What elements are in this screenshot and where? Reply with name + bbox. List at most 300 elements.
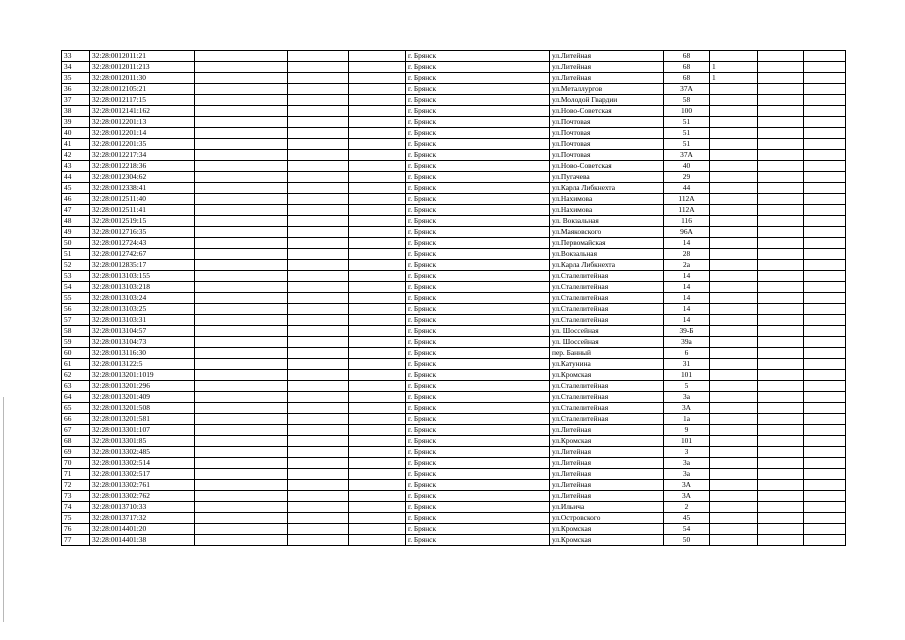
table-row — [62, 348, 846, 359]
city-cell: г. Брянск — [406, 436, 550, 447]
street-cell: ул.Карла Либкнехта — [550, 183, 664, 194]
house-number-cell: 6 — [664, 348, 710, 359]
city-cell: г. Брянск — [406, 62, 550, 73]
street-cell: ул. Вокзальная — [550, 216, 664, 227]
street-cell: ул.Первомайская — [550, 238, 664, 249]
empty-cell — [758, 106, 804, 117]
empty-cell — [349, 128, 406, 139]
empty-cell — [288, 480, 349, 491]
empty-cell — [349, 469, 406, 480]
empty-cell — [288, 128, 349, 139]
empty-cell — [288, 238, 349, 249]
table-row — [62, 469, 846, 480]
empty-cell — [804, 249, 846, 260]
empty-cell — [349, 271, 406, 282]
row-number-cell: 54 — [62, 282, 90, 293]
empty-cell — [804, 183, 846, 194]
cadastral-number-cell: 32:28:0013116:30 — [90, 348, 195, 359]
empty-cell — [195, 425, 288, 436]
empty-cell — [758, 293, 804, 304]
table-row — [62, 535, 846, 546]
street-cell: ул.Почтовая — [550, 150, 664, 161]
row-number-cell: 48 — [62, 216, 90, 227]
extra-cell — [710, 150, 758, 161]
row-number-cell: 71 — [62, 469, 90, 480]
empty-cell — [349, 194, 406, 205]
empty-cell — [288, 227, 349, 238]
empty-cell — [804, 304, 846, 315]
row-number-cell: 44 — [62, 172, 90, 183]
house-number-cell: 3а — [664, 392, 710, 403]
house-number-cell: 3а — [664, 458, 710, 469]
cadastral-number-cell: 32:28:0013103:31 — [90, 315, 195, 326]
cadastral-number-cell: 32:28:0013710:33 — [90, 502, 195, 513]
cadastral-number-cell: 32:28:0013103:24 — [90, 293, 195, 304]
street-cell: ул.Сталелитейная — [550, 293, 664, 304]
empty-cell — [349, 326, 406, 337]
empty-cell — [349, 535, 406, 546]
row-number-cell: 67 — [62, 425, 90, 436]
empty-cell — [195, 502, 288, 513]
empty-cell — [349, 491, 406, 502]
house-number-cell: 3А — [664, 480, 710, 491]
empty-cell — [349, 172, 406, 183]
street-cell: ул.Литейная — [550, 480, 664, 491]
empty-cell — [758, 480, 804, 491]
cadastral-number-cell: 32:28:0012511:40 — [90, 194, 195, 205]
table-row — [62, 172, 846, 183]
street-cell: ул.Кромская — [550, 535, 664, 546]
empty-cell — [804, 172, 846, 183]
street-cell: ул.Катунина — [550, 359, 664, 370]
row-number-cell: 64 — [62, 392, 90, 403]
cadastral-number-cell: 32:28:0012217:34 — [90, 150, 195, 161]
house-number-cell: 51 — [664, 128, 710, 139]
empty-cell — [758, 128, 804, 139]
empty-cell — [349, 51, 406, 62]
empty-cell — [288, 436, 349, 447]
house-number-cell: 112А — [664, 194, 710, 205]
cadastral-number-cell: 32:28:0012201:14 — [90, 128, 195, 139]
row-number-cell: 53 — [62, 271, 90, 282]
table-row — [62, 458, 846, 469]
cadastral-number-cell: 32:28:0012218:36 — [90, 161, 195, 172]
table-row — [62, 403, 846, 414]
empty-cell — [288, 491, 349, 502]
extra-cell — [710, 304, 758, 315]
registry-rows — [62, 51, 846, 546]
table-row — [62, 513, 846, 524]
empty-cell — [288, 348, 349, 359]
cadastral-number-cell: 32:28:0013302:517 — [90, 469, 195, 480]
city-cell: г. Брянск — [406, 183, 550, 194]
city-cell: г. Брянск — [406, 513, 550, 524]
table-row — [62, 425, 846, 436]
empty-cell — [758, 513, 804, 524]
row-number-cell: 69 — [62, 447, 90, 458]
city-cell: г. Брянск — [406, 491, 550, 502]
extra-cell — [710, 183, 758, 194]
empty-cell — [758, 337, 804, 348]
extra-cell — [710, 315, 758, 326]
cadastral-number-cell: 32:28:0013201:508 — [90, 403, 195, 414]
empty-cell — [758, 326, 804, 337]
cadastral-number-cell: 32:28:0013302:761 — [90, 480, 195, 491]
empty-cell — [349, 161, 406, 172]
city-cell: г. Брянск — [406, 73, 550, 84]
house-number-cell: 9 — [664, 425, 710, 436]
street-cell: ул.Кромская — [550, 436, 664, 447]
table-row — [62, 73, 846, 84]
city-cell: г. Брянск — [406, 326, 550, 337]
table-row — [62, 161, 846, 172]
empty-cell — [288, 326, 349, 337]
empty-cell — [758, 216, 804, 227]
extra-cell — [710, 194, 758, 205]
empty-cell — [195, 95, 288, 106]
empty-cell — [288, 293, 349, 304]
cadastral-number-cell: 32:28:0013201:1019 — [90, 370, 195, 381]
cadastral-number-cell: 32:28:0012117:15 — [90, 95, 195, 106]
empty-cell — [804, 161, 846, 172]
empty-cell — [288, 84, 349, 95]
table-row — [62, 260, 846, 271]
row-number-cell: 77 — [62, 535, 90, 546]
table-row — [62, 95, 846, 106]
empty-cell — [349, 249, 406, 260]
cadastral-number-cell: 32:28:0013103:155 — [90, 271, 195, 282]
empty-cell — [288, 95, 349, 106]
empty-cell — [195, 370, 288, 381]
empty-cell — [288, 458, 349, 469]
empty-cell — [804, 447, 846, 458]
city-cell: г. Брянск — [406, 337, 550, 348]
street-cell: ул.Почтовая — [550, 128, 664, 139]
empty-cell — [804, 414, 846, 425]
empty-cell — [758, 117, 804, 128]
empty-cell — [758, 238, 804, 249]
empty-cell — [758, 62, 804, 73]
empty-cell — [349, 337, 406, 348]
street-cell: ул.Ильича — [550, 502, 664, 513]
cadastral-number-cell: 32:28:0012304:62 — [90, 172, 195, 183]
cadastral-number-cell: 32:28:0012141:162 — [90, 106, 195, 117]
street-cell: ул.Карла Либкнехта — [550, 260, 664, 271]
cadastral-number-cell: 32:28:0013717:32 — [90, 513, 195, 524]
city-cell: г. Брянск — [406, 95, 550, 106]
row-number-cell: 33 — [62, 51, 90, 62]
empty-cell — [195, 359, 288, 370]
house-number-cell: 51 — [664, 117, 710, 128]
table-row — [62, 139, 846, 150]
empty-cell — [804, 480, 846, 491]
table-row — [62, 271, 846, 282]
empty-cell — [349, 392, 406, 403]
row-number-cell: 41 — [62, 139, 90, 150]
row-number-cell: 42 — [62, 150, 90, 161]
empty-cell — [195, 73, 288, 84]
empty-cell — [349, 315, 406, 326]
empty-cell — [804, 51, 846, 62]
cadastral-number-cell: 32:28:0012105:21 — [90, 84, 195, 95]
table-row — [62, 502, 846, 513]
house-number-cell: 44 — [664, 183, 710, 194]
city-cell: г. Брянск — [406, 447, 550, 458]
empty-cell — [288, 194, 349, 205]
city-cell: г. Брянск — [406, 469, 550, 480]
city-cell: г. Брянск — [406, 128, 550, 139]
extra-cell — [710, 403, 758, 414]
cadastral-number-cell: 32:28:0013302:485 — [90, 447, 195, 458]
house-number-cell: 2а — [664, 260, 710, 271]
house-number-cell: 5 — [664, 381, 710, 392]
row-number-cell: 46 — [62, 194, 90, 205]
extra-cell: 1 — [710, 73, 758, 84]
extra-cell — [710, 381, 758, 392]
empty-cell — [195, 106, 288, 117]
street-cell: ул.Почтовая — [550, 117, 664, 128]
table-row — [62, 117, 846, 128]
house-number-cell: 39а — [664, 337, 710, 348]
table-row — [62, 392, 846, 403]
city-cell: г. Брянск — [406, 205, 550, 216]
cadastral-number-cell: 32:28:0012011:213 — [90, 62, 195, 73]
cadastral-number-cell: 32:28:0012511:41 — [90, 205, 195, 216]
street-cell: ул.Нахимова — [550, 205, 664, 216]
house-number-cell: 116 — [664, 216, 710, 227]
empty-cell — [758, 183, 804, 194]
empty-cell — [349, 84, 406, 95]
street-cell: ул.Сталелитейная — [550, 414, 664, 425]
empty-cell — [195, 403, 288, 414]
cadastral-number-cell: 32:28:0013104:57 — [90, 326, 195, 337]
empty-cell — [758, 150, 804, 161]
extra-cell — [710, 271, 758, 282]
table-row — [62, 491, 846, 502]
table-row — [62, 194, 846, 205]
empty-cell — [288, 337, 349, 348]
city-cell: г. Брянск — [406, 172, 550, 183]
street-cell: ул.Сталелитейная — [550, 304, 664, 315]
table-row — [62, 84, 846, 95]
street-cell: ул.Сталелитейная — [550, 282, 664, 293]
city-cell: г. Брянск — [406, 348, 550, 359]
house-number-cell: 29 — [664, 172, 710, 183]
empty-cell — [195, 139, 288, 150]
extra-cell — [710, 502, 758, 513]
street-cell: ул.Литейная — [550, 62, 664, 73]
street-cell: пер. Банный — [550, 348, 664, 359]
empty-cell — [804, 348, 846, 359]
extra-cell — [710, 491, 758, 502]
row-number-cell: 55 — [62, 293, 90, 304]
empty-cell — [758, 315, 804, 326]
street-cell: ул. Шоссейная — [550, 326, 664, 337]
empty-cell — [758, 282, 804, 293]
table-row — [62, 282, 846, 293]
scan-edge-mark — [3, 397, 4, 622]
house-number-cell: 39-Б — [664, 326, 710, 337]
street-cell: ул.Металлургов — [550, 84, 664, 95]
cadastral-number-cell: 32:28:0012011:30 — [90, 73, 195, 84]
table-row — [62, 205, 846, 216]
empty-cell — [804, 425, 846, 436]
city-cell: г. Брянск — [406, 84, 550, 95]
row-number-cell: 56 — [62, 304, 90, 315]
empty-cell — [288, 117, 349, 128]
street-cell: ул.Литейная — [550, 425, 664, 436]
empty-cell — [349, 205, 406, 216]
street-cell: ул.Почтовая — [550, 139, 664, 150]
extra-cell — [710, 513, 758, 524]
empty-cell — [758, 194, 804, 205]
extra-cell — [710, 414, 758, 425]
cadastral-number-cell: 32:28:0013301:85 — [90, 436, 195, 447]
house-number-cell: 68 — [664, 62, 710, 73]
house-number-cell: 3А — [664, 491, 710, 502]
empty-cell — [349, 425, 406, 436]
street-cell: ул.Ново-Советская — [550, 161, 664, 172]
street-cell: ул.Молодой Гвардии — [550, 95, 664, 106]
empty-cell — [349, 403, 406, 414]
cadastral-number-cell: 32:28:0012201:13 — [90, 117, 195, 128]
empty-cell — [804, 535, 846, 546]
empty-cell — [195, 161, 288, 172]
house-number-cell: 40 — [664, 161, 710, 172]
house-number-cell: 3А — [664, 403, 710, 414]
row-number-cell: 38 — [62, 106, 90, 117]
row-number-cell: 57 — [62, 315, 90, 326]
empty-cell — [758, 84, 804, 95]
empty-cell — [804, 260, 846, 271]
house-number-cell: 101 — [664, 370, 710, 381]
empty-cell — [758, 73, 804, 84]
empty-cell — [195, 469, 288, 480]
empty-cell — [288, 282, 349, 293]
empty-cell — [804, 238, 846, 249]
row-number-cell: 60 — [62, 348, 90, 359]
cadastral-number-cell: 32:28:0013103:25 — [90, 304, 195, 315]
cadastral-number-cell: 32:28:0014401:20 — [90, 524, 195, 535]
city-cell: г. Брянск — [406, 535, 550, 546]
empty-cell — [195, 117, 288, 128]
empty-cell — [349, 480, 406, 491]
empty-cell — [804, 150, 846, 161]
registry-table — [61, 50, 846, 546]
empty-cell — [804, 227, 846, 238]
extra-cell — [710, 117, 758, 128]
empty-cell — [195, 249, 288, 260]
empty-cell — [195, 227, 288, 238]
row-number-cell: 65 — [62, 403, 90, 414]
empty-cell — [758, 403, 804, 414]
city-cell: г. Брянск — [406, 304, 550, 315]
table-row — [62, 150, 846, 161]
empty-cell — [758, 95, 804, 106]
empty-cell — [288, 524, 349, 535]
empty-cell — [804, 403, 846, 414]
street-cell: ул. Шоссейная — [550, 337, 664, 348]
empty-cell — [288, 62, 349, 73]
table-row — [62, 51, 846, 62]
street-cell: ул.Литейная — [550, 447, 664, 458]
empty-cell — [758, 392, 804, 403]
house-number-cell: 100 — [664, 106, 710, 117]
empty-cell — [804, 62, 846, 73]
empty-cell — [195, 348, 288, 359]
row-number-cell: 58 — [62, 326, 90, 337]
house-number-cell: 14 — [664, 271, 710, 282]
empty-cell — [758, 436, 804, 447]
table-row — [62, 315, 846, 326]
empty-cell — [758, 139, 804, 150]
empty-cell — [195, 315, 288, 326]
city-cell: г. Брянск — [406, 194, 550, 205]
empty-cell — [288, 249, 349, 260]
table-row — [62, 524, 846, 535]
empty-cell — [195, 304, 288, 315]
table-row — [62, 227, 846, 238]
row-number-cell: 72 — [62, 480, 90, 491]
empty-cell — [804, 194, 846, 205]
cadastral-number-cell: 32:28:0013201:409 — [90, 392, 195, 403]
city-cell: г. Брянск — [406, 150, 550, 161]
empty-cell — [195, 381, 288, 392]
extra-cell — [710, 480, 758, 491]
empty-cell — [288, 183, 349, 194]
cadastral-number-cell: 32:28:0014401:38 — [90, 535, 195, 546]
empty-cell — [288, 315, 349, 326]
street-cell: ул.Сталелитейная — [550, 403, 664, 414]
empty-cell — [349, 238, 406, 249]
empty-cell — [804, 139, 846, 150]
extra-cell — [710, 95, 758, 106]
empty-cell — [195, 524, 288, 535]
table-row — [62, 381, 846, 392]
empty-cell — [195, 414, 288, 425]
empty-cell — [195, 194, 288, 205]
empty-cell — [804, 128, 846, 139]
empty-cell — [804, 95, 846, 106]
city-cell: г. Брянск — [406, 271, 550, 282]
house-number-cell: 3 — [664, 447, 710, 458]
empty-cell — [758, 348, 804, 359]
empty-cell — [195, 172, 288, 183]
empty-cell — [804, 513, 846, 524]
empty-cell — [288, 139, 349, 150]
empty-cell — [804, 84, 846, 95]
empty-cell — [288, 216, 349, 227]
cadastral-number-cell: 32:28:0013201:581 — [90, 414, 195, 425]
empty-cell — [288, 161, 349, 172]
empty-cell — [349, 216, 406, 227]
empty-cell — [804, 326, 846, 337]
empty-cell — [195, 436, 288, 447]
row-number-cell: 37 — [62, 95, 90, 106]
extra-cell — [710, 238, 758, 249]
extra-cell — [710, 524, 758, 535]
empty-cell — [349, 524, 406, 535]
empty-cell — [195, 183, 288, 194]
city-cell: г. Брянск — [406, 293, 550, 304]
empty-cell — [349, 260, 406, 271]
city-cell: г. Брянск — [406, 403, 550, 414]
extra-cell — [710, 359, 758, 370]
table-row — [62, 326, 846, 337]
cadastral-number-cell: 32:28:0012519:15 — [90, 216, 195, 227]
empty-cell — [758, 524, 804, 535]
empty-cell — [288, 447, 349, 458]
